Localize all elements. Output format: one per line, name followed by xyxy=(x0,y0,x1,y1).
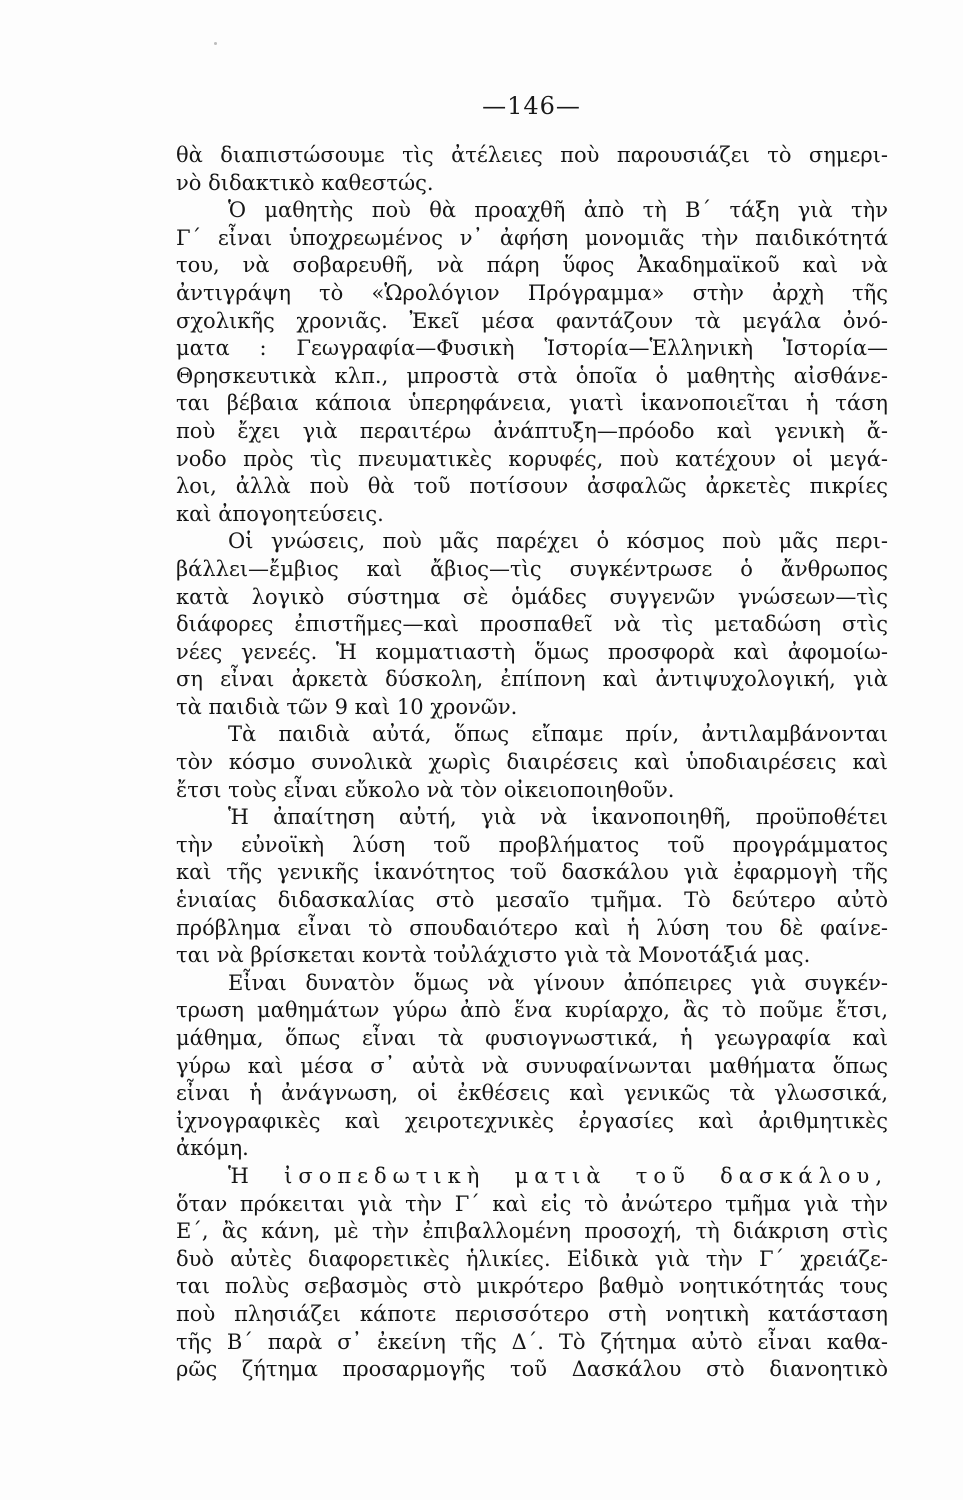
text-line: του, νὰ σοβαρευθῆ, νὰ πάρη ὕφος Ἀκαδημαϊκοῦ καὶ νὰ xyxy=(176,253,888,278)
text-line: ται πολὺς σεβασμὸς στὸ μικρότερο βαθμὸ νοητικότητάς τους xyxy=(176,1274,888,1299)
text-line: ἰχνογραφικὲς καὶ χειροτεχνικὲς ἐργασίες καὶ ἀριθμητικὲς xyxy=(176,1108,888,1133)
page-number: —146— xyxy=(482,92,581,120)
text-line: τὰ παιδιὰ τῶν 9 καὶ 10 χρονῶν. xyxy=(176,694,518,719)
paragraph xyxy=(176,528,888,721)
text-line: καὶ τῆς γενικῆς ἱκανότητος τοῦ δασκάλου γιὰ ἐφαρμογὴ τῆς xyxy=(176,860,888,885)
text-line: Ε΄, ἂς κάνη, μὲ τὴν ἐπιβαλλομένη προσοχή, τὴ διάκριση στὶς xyxy=(176,1219,888,1244)
text-line: ποὺ ἔχει γιὰ περαιτέρω ἀνάπτυξη—πρόοδο καὶ γενικὴ ἄ- xyxy=(176,418,888,443)
paper-speck xyxy=(214,42,217,45)
text-line: τὴν εὐνοϊκὴ λύση τοῦ προβλήματος τοῦ προγράμματος xyxy=(176,832,888,857)
text-line: βάλλει—ἔμβιος καὶ ἄβιος—τὶς συγκέντρωσε ὁ ἄνθρωπος xyxy=(176,556,888,581)
paragraph xyxy=(176,721,888,804)
text-line: γύρω καὶ μέσα σ᾽ αὐτὰ νὰ συνυφαίνωνται μαθήματα ὅπως xyxy=(176,1053,888,1078)
text-line: τὸν κόσμο συνολικὰ χωρὶς διαιρέσεις καὶ ὑποδιαιρέσεις καὶ xyxy=(176,750,888,775)
text-line: μάθημα, ὅπως εἶναι τὰ φυσιογνωστικά, ἡ γεωγραφία καὶ xyxy=(176,1026,888,1050)
paragraph xyxy=(176,970,888,1163)
text-line: εἶναι ἡ ἀνάγνωση, οἱ ἐκθέσεις καὶ γενικῶς τὰ γλωσσικά, xyxy=(176,1081,888,1106)
text-line: νοδο πρὸς τὶς πνευματικὲς κορυφές, ποὺ κατέχουν οἱ μεγά- xyxy=(176,446,888,471)
text-line: Τὰ παιδιὰ αὐτά, ὅπως εἴπαμε πρίν, ἀντιλαμβάνονται xyxy=(228,722,888,747)
text-line: διάφορες ἐπιστῆμες—καὶ προσπαθεῖ νὰ τὶς μεταδώση στὶς xyxy=(176,612,888,637)
body-text xyxy=(176,142,888,1384)
text-line: Γ΄ εἶναι ὑποχρεωμένος ν᾽ ἀφήση μονομιᾶς τὴν παιδικότητά xyxy=(176,225,888,250)
text-line: Ὁ μαθητὴς ποὺ θὰ προαχθῆ ἀπὸ τὴ Β΄ τάξη γιὰ τὴν xyxy=(228,198,888,223)
spaced-heading-line: Ἡ ἰσοπεδωτικὴ ματιὰ τοῦ δασκάλου, xyxy=(228,1163,888,1188)
text-line: Ἡ ἀπαίτηση αὐτή, γιὰ νὰ ἱκανοποιηθῆ, προϋποθέτει xyxy=(228,805,888,830)
text-line: λοι, ἀλλὰ ποὺ θὰ τοῦ ποτίσουν ἀσφαλῶς ἀρκετὲς πικρίες xyxy=(176,474,888,499)
text-line: καὶ ἀπογοητεύσεις. xyxy=(176,501,384,526)
text-line: ἀντιγράψη τὸ «Ὡρολόγιον Πρόγραμμα» στὴν ἀρχὴ τῆς xyxy=(176,280,888,305)
text-line: ματα : Γεωγραφία—Φυσικὴ Ἱστορία—Ἑλληνικὴ Ἱστορία— xyxy=(176,336,888,361)
text-line: νὸ διδακτικὸ καθεστώς. xyxy=(176,170,434,195)
text-line: ἔτσι τοὺς εἶναι εὔκολο νὰ τὸν οἰκειοποιηθοῦν. xyxy=(176,777,675,802)
text-line: πρόβλημα εἶναι τὸ σπουδαιότερο καὶ ἡ λύση του δὲ φαίνε- xyxy=(176,915,888,940)
paragraph xyxy=(176,1163,888,1384)
text-line: ση εἶναι ἀρκετὰ δύσκολη, ἐπίπονη καὶ ἀντιψυχολογική, γιὰ xyxy=(176,667,888,692)
text-line: νέες γενεές. Ἡ κομματιαστὴ ὅμως προσφορὰ καὶ ἀφομοίω- xyxy=(176,639,888,664)
paragraph xyxy=(176,197,888,528)
text-line: τῆς Β΄ παρὰ σ᾽ ἐκείνη τῆς Δ΄. Τὸ ζήτημα αὐτὸ εἶναι καθα- xyxy=(176,1329,888,1354)
text-line: ἀκόμη. xyxy=(176,1136,249,1161)
text-line: δυὸ αὐτὲς διαφορετικὲς ἡλικίες. Εἰδικὰ γιὰ τὴν Γ΄ χρειάζε- xyxy=(176,1246,888,1271)
text-line: κατὰ λογικὸ σύστημα σὲ ὁμάδες συγγενῶν γνώσεων—τὶς xyxy=(176,584,888,609)
text-line: ἑνιαίας διδασκαλίας στὸ μεσαῖο τμῆμα. Τὸ δεύτερο αὐτὸ xyxy=(176,888,888,913)
paragraph xyxy=(176,142,888,197)
paragraph xyxy=(176,804,888,970)
text-line: σχολικῆς χρονιᾶς. Ἐκεῖ μέσα φαντάζουν τὰ μεγάλα ὀνό- xyxy=(176,308,888,333)
text-line: θὰ διαπιστώσουμε τὶς ἀτέλειες ποὺ παρουσιάζει τὸ σημερι- xyxy=(176,143,888,167)
text-line: ὅταν πρόκειται γιὰ τὴν Γ΄ καὶ εἰς τὸ ἀνώτερο τμῆμα γιὰ τὴν xyxy=(176,1191,888,1216)
text-line: ται βέβαια κάποια ὑπερηφάνεια, γιατὶ ἱκανοποιεῖται ἡ τάση xyxy=(176,391,888,416)
text-line: Εἶναι δυνατὸν ὅμως νὰ γίνουν ἀπόπειρες γιὰ συγκέν- xyxy=(228,970,888,995)
text-line: Θρησκευτικὰ κλπ., μπροστὰ στὰ ὁποῖα ὁ μαθητὴς αἰσθάνε- xyxy=(176,363,888,388)
text-line: ται νὰ βρίσκεται κοντὰ τοὐλάχιστο γιὰ τὰ Μονοτάξιά μας. xyxy=(176,943,811,968)
text-line: Οἱ γνώσεις, ποὺ μᾶς παρέχει ὁ κόσμος ποὺ μᾶς περι- xyxy=(228,529,888,554)
text-line: τρωση μαθημάτων γύρω ἀπὸ ἕνα κυρίαρχο, ἂς τὸ ποῦμε ἔτσι, xyxy=(176,998,888,1023)
text-line: ποὺ πλησιάζει κάποτε περισσότερο στὴ νοητικὴ κατάσταση xyxy=(176,1301,888,1326)
text-line: ρῶς ζήτημα προσαρμογῆς τοῦ Δασκάλου στὸ διανοητικὸ xyxy=(176,1357,888,1382)
